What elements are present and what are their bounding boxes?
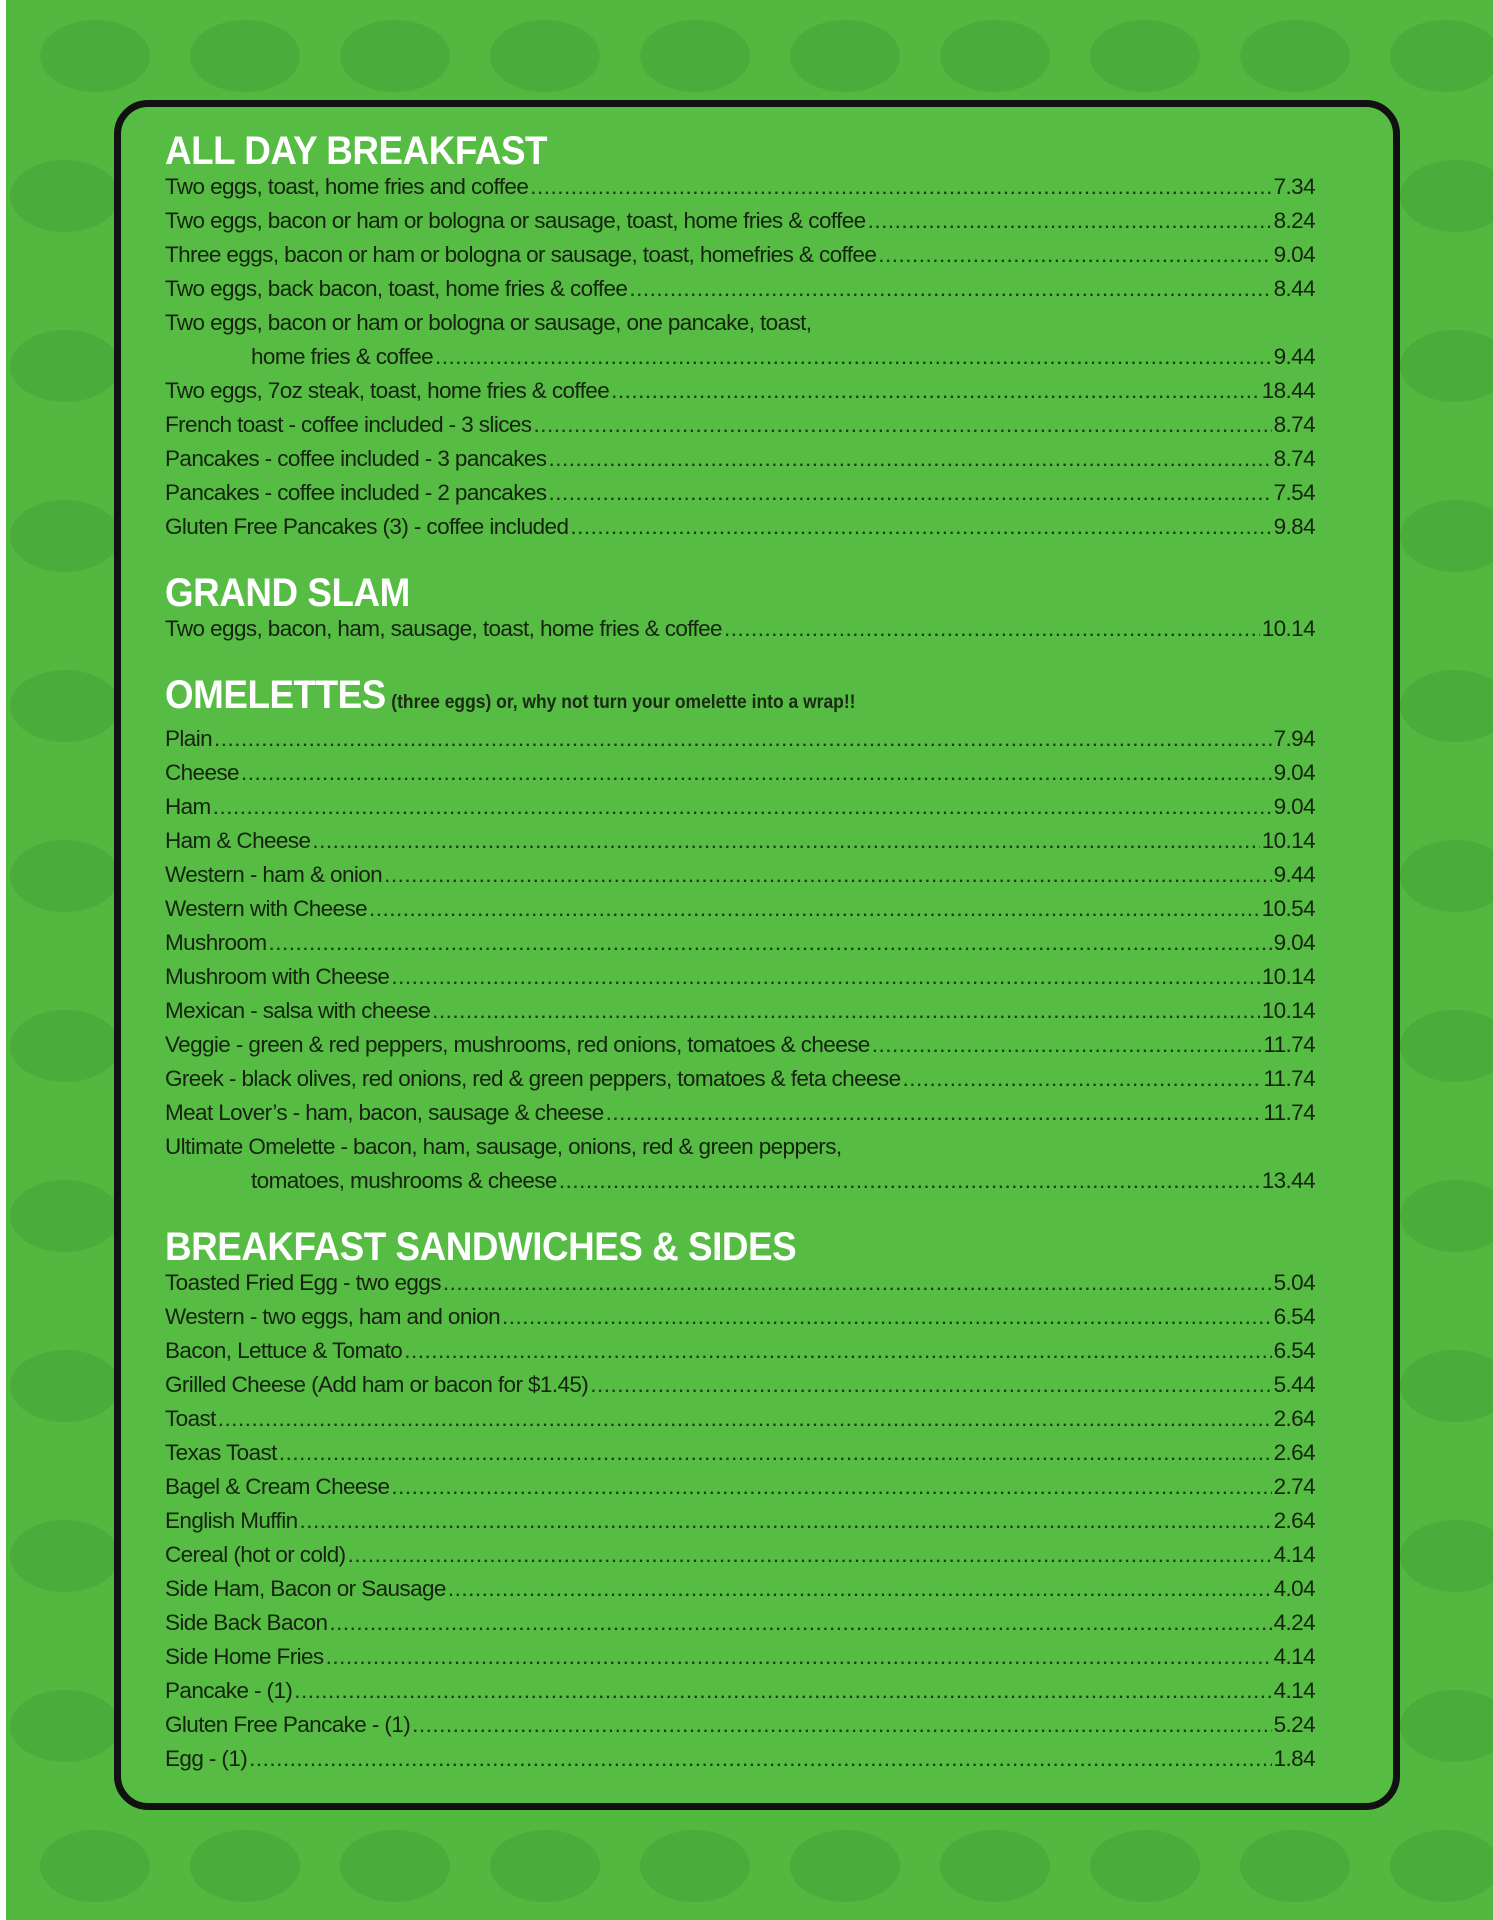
- item-price: 4.04: [1273, 1576, 1315, 1601]
- background-illustration: [1400, 330, 1493, 402]
- menu-item: [165, 1712, 1315, 1746]
- item-name: Side Back Bacon: [165, 1610, 328, 1635]
- item-name: Veggie - green & red peppers, mushrooms, red onions, tomatoes & cheese: [165, 1032, 870, 1057]
- menu-item: [165, 1406, 1315, 1440]
- item-price: 9.04: [1273, 760, 1315, 785]
- item-name: Cheese: [165, 760, 239, 785]
- background-illustration: [1390, 20, 1493, 92]
- item-name: Three eggs, bacon or ham or bologna or sausage, toast, homefries & coffee: [165, 242, 877, 267]
- item-name: Greek - black olives, red onions, red & green peppers, tomatoes & feta cheese: [165, 1066, 901, 1091]
- dot-leader: [611, 378, 1260, 404]
- background-illustration: [1090, 1830, 1200, 1902]
- menu-item: [165, 412, 1315, 446]
- item-name: Mushroom: [165, 930, 267, 955]
- dot-leader: [530, 174, 1271, 200]
- menu-item: [165, 896, 1315, 930]
- menu-item: [165, 1168, 1315, 1202]
- item-name: Side Ham, Bacon or Sausage: [165, 1576, 446, 1601]
- menu-item-line: [165, 310, 1315, 344]
- item-price: 2.64: [1273, 1440, 1315, 1465]
- menu-item: [165, 1066, 1315, 1100]
- background-illustration: [640, 1830, 750, 1902]
- background-illustration: [490, 1830, 600, 1902]
- dot-leader: [268, 930, 1271, 956]
- item-price: 9.04: [1273, 930, 1315, 955]
- item-name: Mexican - salsa with cheese: [165, 998, 431, 1023]
- item-name: Meat Lover’s - ham, bacon, sausage & cheese: [165, 1100, 604, 1125]
- menu-item-line: [165, 1134, 1315, 1168]
- background-illustration: [190, 20, 300, 92]
- dot-leader: [384, 862, 1272, 888]
- menu-item: [165, 1678, 1315, 1712]
- item-price: 9.44: [1273, 862, 1315, 887]
- menu-item: [165, 760, 1315, 794]
- dot-leader: [868, 208, 1272, 234]
- item-name: Two eggs, bacon or ham or bologna or sausage, toast, home fries & coffee: [165, 208, 866, 233]
- background-illustration: [1240, 1830, 1350, 1902]
- menu-item: [165, 1440, 1315, 1474]
- dot-leader: [872, 1032, 1262, 1058]
- item-name: Gluten Free Pancakes (3) - coffee included: [165, 514, 569, 539]
- item-name: Ultimate Omelette - bacon, ham, sausage, onions, red & green peppers,: [165, 1134, 842, 1159]
- menu-item: [165, 446, 1315, 480]
- dot-leader: [533, 412, 1271, 438]
- section-title: [165, 570, 1223, 616]
- item-price: 6.54: [1273, 1338, 1315, 1363]
- background-illustration: [10, 160, 120, 232]
- item-name: Western - two eggs, ham and onion: [165, 1304, 500, 1329]
- background-illustration: [490, 20, 600, 92]
- menu-section: [165, 1224, 1315, 1780]
- item-price: 5.04: [1273, 1270, 1315, 1295]
- dot-leader: [724, 616, 1260, 642]
- item-price: 10.14: [1261, 616, 1315, 641]
- dot-leader: [214, 726, 1272, 752]
- background-illustration: [1400, 500, 1493, 572]
- item-price: 4.14: [1273, 1644, 1315, 1669]
- item-name: Ham: [165, 794, 211, 819]
- item-price: 9.04: [1273, 794, 1315, 819]
- dot-leader: [502, 1304, 1272, 1330]
- dot-leader: [432, 998, 1260, 1024]
- background-illustration: [10, 1180, 120, 1252]
- section-title-text: ALL DAY BREAKFAST: [165, 129, 548, 173]
- item-price: 2.64: [1273, 1508, 1315, 1533]
- item-name: Two eggs, bacon or ham or bologna or sausage, one pancake, toast,: [165, 310, 812, 335]
- background-illustration: [340, 20, 450, 92]
- dot-leader: [570, 514, 1271, 540]
- item-name-continued: tomatoes, mushrooms & cheese: [251, 1168, 557, 1193]
- menu-item: [165, 1270, 1315, 1304]
- background-illustration: [1400, 840, 1493, 912]
- background-illustration: [640, 20, 750, 92]
- menu-item: [165, 1372, 1315, 1406]
- background-illustration: [1400, 160, 1493, 232]
- dot-leader: [312, 828, 1259, 854]
- item-name: Egg - (1): [165, 1746, 248, 1771]
- item-price: 7.34: [1273, 174, 1315, 199]
- item-name: Bacon, Lettuce & Tomato: [165, 1338, 403, 1363]
- dot-leader: [448, 1576, 1272, 1602]
- menu-item: [165, 1610, 1315, 1644]
- item-price: 10.14: [1261, 828, 1315, 853]
- item-price: 1.84: [1273, 1746, 1315, 1771]
- background-illustration: [1390, 1830, 1493, 1902]
- item-name: Plain: [165, 726, 213, 751]
- section-note: (three eggs) or, why not turn your omelette into a wrap!!: [391, 692, 856, 713]
- item-price: 6.54: [1273, 1304, 1315, 1329]
- item-price: 5.44: [1273, 1372, 1315, 1397]
- menu-item: [165, 378, 1315, 412]
- dot-leader: [218, 1406, 1272, 1432]
- item-price: 9.04: [1273, 242, 1315, 267]
- dot-leader: [548, 446, 1271, 472]
- menu-content: [165, 128, 1315, 1802]
- menu-section: [165, 570, 1315, 650]
- background-illustration: [1240, 20, 1350, 92]
- background-illustration: [1400, 1690, 1493, 1762]
- background-illustration: [1400, 1010, 1493, 1082]
- item-price: 9.84: [1273, 514, 1315, 539]
- dot-leader: [300, 1508, 1272, 1534]
- item-price: 2.74: [1273, 1474, 1315, 1499]
- background-illustration: [190, 1830, 300, 1902]
- item-price: 8.74: [1273, 446, 1315, 471]
- dot-leader: [348, 1542, 1272, 1568]
- menu-item: [165, 174, 1315, 208]
- menu-section: [165, 128, 1315, 548]
- item-price: 5.24: [1273, 1712, 1315, 1737]
- dot-leader: [548, 480, 1271, 506]
- dot-leader: [559, 1168, 1260, 1194]
- menu-item: [165, 862, 1315, 896]
- item-name: Gluten Free Pancake - (1): [165, 1712, 411, 1737]
- section-title: [165, 128, 1223, 174]
- dot-leader: [606, 1100, 1262, 1126]
- dot-leader: [878, 242, 1271, 268]
- background-illustration: [10, 330, 120, 402]
- background-illustration: [40, 20, 150, 92]
- menu-item: [165, 726, 1315, 760]
- dot-leader: [902, 1066, 1261, 1092]
- item-name: Cereal (hot or cold): [165, 1542, 346, 1567]
- menu-item: [165, 1100, 1315, 1134]
- item-name: French toast - coffee included - 3 slices: [165, 412, 532, 437]
- item-name: Western with Cheese: [165, 896, 368, 921]
- menu-item: [165, 616, 1315, 650]
- dot-leader: [629, 276, 1271, 302]
- item-price: 8.44: [1273, 276, 1315, 301]
- menu-item: [165, 1508, 1315, 1542]
- background-illustration: [790, 20, 900, 92]
- item-name: Grilled Cheese (Add ham or bacon for $1.45): [165, 1372, 589, 1397]
- dot-leader: [590, 1372, 1271, 1398]
- menu-item: [165, 480, 1315, 514]
- item-price: 8.74: [1273, 412, 1315, 437]
- section-title: [165, 672, 1223, 726]
- dot-leader: [326, 1644, 1272, 1670]
- item-name: Toasted Fried Egg - two eggs: [165, 1270, 441, 1295]
- item-name: Texas Toast: [165, 1440, 277, 1465]
- item-price: 10.54: [1261, 896, 1315, 921]
- menu-item: [165, 276, 1315, 310]
- menu-item: [165, 1474, 1315, 1508]
- section-title-text: BREAKFAST SANDWICHES & SIDES: [165, 1225, 797, 1269]
- dot-leader: [443, 1270, 1272, 1296]
- menu-item: [165, 1032, 1315, 1066]
- background-illustration: [10, 1520, 120, 1592]
- menu-item: [165, 514, 1315, 548]
- item-name: Two eggs, bacon, ham, sausage, toast, home fries & coffee: [165, 616, 722, 641]
- item-name: Toast: [165, 1406, 216, 1431]
- dot-leader: [412, 1712, 1271, 1738]
- background-illustration: [1400, 670, 1493, 742]
- dot-leader: [249, 1746, 1271, 1772]
- menu-item: [165, 964, 1315, 998]
- item-name-continued: home fries & coffee: [251, 344, 434, 369]
- dot-leader: [294, 1678, 1271, 1704]
- section-title-text: GRAND SLAM: [165, 571, 410, 615]
- item-price: 10.14: [1261, 964, 1315, 989]
- item-price: 4.14: [1273, 1542, 1315, 1567]
- background-illustration: [10, 1350, 120, 1422]
- item-price: 18.44: [1261, 378, 1315, 403]
- menu-item: [165, 1746, 1315, 1780]
- section-title: [165, 1224, 1223, 1270]
- item-price: 10.14: [1261, 998, 1315, 1023]
- menu-item: [165, 1304, 1315, 1338]
- background-illustration: [340, 1830, 450, 1902]
- item-name: Two eggs, 7oz steak, toast, home fries & coffee: [165, 378, 610, 403]
- item-price: 11.74: [1263, 1066, 1315, 1091]
- item-price: 2.64: [1273, 1406, 1315, 1431]
- item-name: Pancakes - coffee included - 3 pancakes: [165, 446, 547, 471]
- dot-leader: [369, 896, 1260, 922]
- background-illustration: [1400, 1520, 1493, 1592]
- menu-item: [165, 1576, 1315, 1610]
- item-name: Pancakes - coffee included - 2 pancakes: [165, 480, 547, 505]
- dot-leader: [213, 794, 1272, 820]
- menu-item: [165, 828, 1315, 862]
- dot-leader: [241, 760, 1272, 786]
- background-illustration: [1090, 20, 1200, 92]
- item-price: 8.24: [1273, 208, 1315, 233]
- background-illustration: [10, 670, 120, 742]
- menu-item: [165, 242, 1315, 276]
- item-name: Pancake - (1): [165, 1678, 293, 1703]
- item-name: Two eggs, back bacon, toast, home fries & coffee: [165, 276, 628, 301]
- dot-leader: [404, 1338, 1271, 1364]
- background-illustration: [790, 1830, 900, 1902]
- item-name: English Muffin: [165, 1508, 298, 1533]
- item-name: Ham & Cheese: [165, 828, 311, 853]
- menu-item: [165, 1542, 1315, 1576]
- background-illustration: [940, 20, 1050, 92]
- item-price: 11.74: [1263, 1032, 1315, 1057]
- background-illustration: [940, 1830, 1050, 1902]
- section-title-text: OMELETTES: [165, 673, 386, 717]
- background-illustration: [10, 1010, 120, 1082]
- dot-leader: [391, 1474, 1271, 1500]
- item-name: Western - ham & onion: [165, 862, 383, 887]
- background-illustration: [10, 1690, 120, 1762]
- background-illustration: [10, 840, 120, 912]
- background-illustration: [40, 1830, 150, 1902]
- item-price: 11.74: [1263, 1100, 1315, 1125]
- item-price: 7.54: [1273, 480, 1315, 505]
- dot-leader: [435, 344, 1272, 370]
- menu-item: [165, 998, 1315, 1032]
- background-illustration: [10, 500, 120, 572]
- item-price: 4.24: [1273, 1610, 1315, 1635]
- menu-item: [165, 344, 1315, 378]
- menu-item: [165, 794, 1315, 828]
- menu-item: [165, 1338, 1315, 1372]
- background-illustration: [1400, 1350, 1493, 1422]
- item-name: Mushroom with Cheese: [165, 964, 390, 989]
- page-edge: [0, 0, 6, 1920]
- item-name: Side Home Fries: [165, 1644, 324, 1669]
- item-price: 9.44: [1273, 344, 1315, 369]
- dot-leader: [279, 1440, 1272, 1466]
- item-price: 7.94: [1273, 726, 1315, 751]
- menu-item: [165, 1644, 1315, 1678]
- item-price: 13.44: [1261, 1168, 1315, 1193]
- item-price: 4.14: [1273, 1678, 1315, 1703]
- menu-item: [165, 930, 1315, 964]
- background-illustration: [1400, 1180, 1493, 1252]
- menu-item: [165, 208, 1315, 242]
- dot-leader: [391, 964, 1259, 990]
- item-name: Bagel & Cream Cheese: [165, 1474, 390, 1499]
- menu-section: [165, 672, 1315, 1202]
- dot-leader: [329, 1610, 1271, 1636]
- item-name: Two eggs, toast, home fries and coffee: [165, 174, 529, 199]
